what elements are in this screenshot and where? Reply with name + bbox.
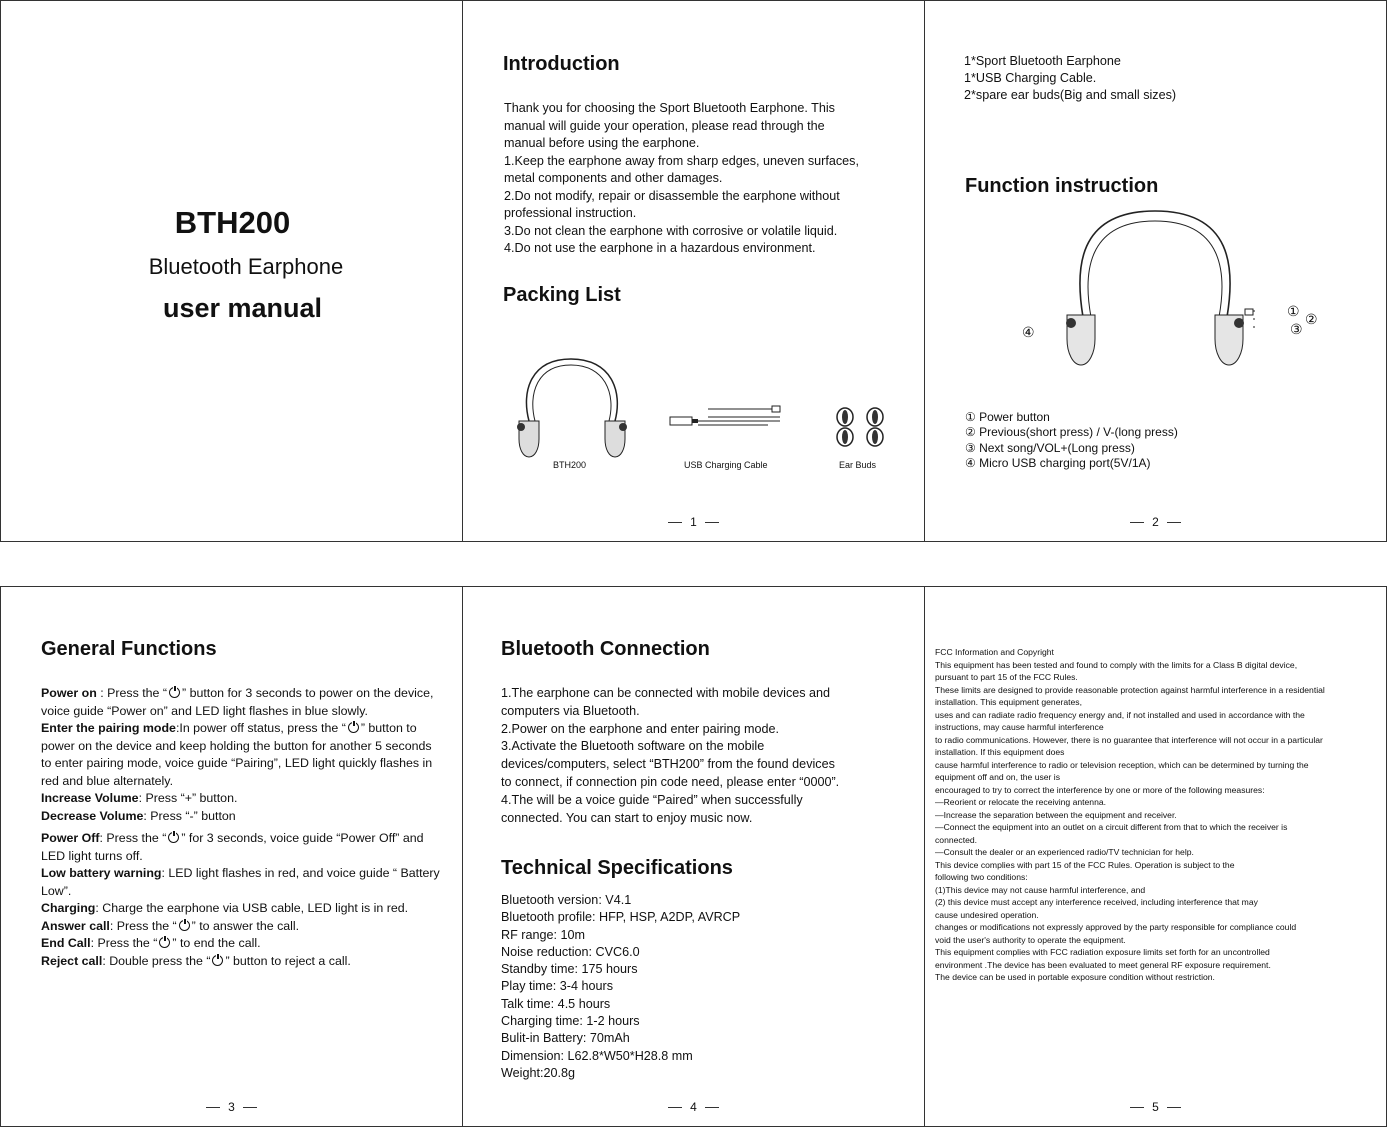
function-label: Decrease Volume [41,808,144,823]
function-label: Reject call [41,953,103,968]
bt-line: to connect, if connection pin code need, please enter “0000”. [501,774,840,789]
bt-line: 4.The will be a voice guide “Paired” when successfully [501,792,803,807]
power-icon [179,920,190,931]
function-heading: Function instruction [965,175,1159,197]
page-number-value: 3 [228,1100,235,1114]
function-text: ” to end the call. [172,936,261,950]
power-icon [168,832,179,843]
function-item [41,900,441,918]
spec-line: Bluetooth version: V4.1 [501,893,632,907]
function-text: : Press “-” button [143,808,236,823]
page-number [463,515,924,529]
general-functions-heading: General Functions [41,638,217,660]
fcc-line: pursuant to part 15 of the FCC Rules. [935,672,1078,682]
callout-3: ③ [1290,321,1303,337]
ear-buds-illustration [835,406,887,448]
function-text: : Press the “ [99,831,167,845]
function-text: : Press the “ [90,936,158,950]
function-item [41,720,441,790]
page-number-value: 2 [1152,515,1159,529]
function-text: : Press the “ [96,686,168,700]
function-text: : Press the “ [109,918,177,933]
fcc-line: uses and can radiate radio frequency energy and, if not installed and used in accordance with the [935,709,1305,720]
bt-line: 1.The earphone can be connected with mobile devices and [501,686,831,700]
legend-item: ④ Micro USB charging port(5V/1A) [965,456,1151,471]
bluetooth-heading: Bluetooth Connection [501,638,710,660]
fcc-line: This equipment complies with FCC radiation exposure limits set forth for an uncontrolled [935,947,1270,957]
page-number-value: 1 [690,515,697,529]
fcc-statement [935,646,1387,984]
function-text: : Press “+” button. [138,791,238,805]
function-item [41,953,441,971]
function-item [41,808,441,826]
intro-line: Thank you for choosing the Sport Bluetooth Earphone. This [504,101,835,115]
function-text: :In power off status, press the “ [175,721,346,735]
function-label: Enter the pairing mode [41,721,176,735]
bt-line: computers via Bluetooth. [501,703,640,718]
fcc-line: —Connect the equipment into an outlet on a circuit different from that to which the receiver is [935,822,1288,832]
spec-line: Dimension: L62.8*W50*H28.8 mm [501,1048,693,1063]
page-number-value: 4 [690,1100,697,1114]
legend-item: ② Previous(short press) / V-(long press) [965,425,1178,440]
intro-line: 4.Do not use the earphone in a hazardous environment. [504,241,816,255]
bt-line: 2.Power on the earphone and enter pairing mode. [501,721,779,736]
model-title: BTH200 [174,205,291,240]
page-number-value: 5 [1152,1100,1159,1114]
function-text: : LED light flashes in red, and voice guide “ Battery Low”. [41,866,440,898]
spec-line: Weight:20.8g [501,1065,575,1080]
intro-heading: Introduction [503,53,620,75]
fcc-line: —Increase the separation between the equipment and receiver. [935,809,1177,820]
spec-line: Charging time: 1-2 hours [501,1014,640,1029]
fcc-line: FCC Information and Copyright [935,647,1054,657]
spec-line: Play time: 3-4 hours [501,979,613,994]
spec-line: Bulit-in Battery: 70mAh [501,1031,630,1046]
fcc-line: encouraged to try to correct the interference by one or more of the following measures: [935,784,1265,795]
fcc-line: environment .The device has been evaluated to meet general RF exposure requirement. [935,959,1271,970]
intro-line: professional instruction. [504,206,637,220]
power-icon [212,955,223,966]
function-item [41,830,441,865]
function-text: : Double press the “ [102,953,211,968]
function-text: ” button for 3 seconds to power on the device, voice guide “Power on” and LED light flashes in blue slowly. [41,686,434,718]
function-text: ” button to reject a call. [225,953,351,968]
fcc-line: cause undesired operation. [935,909,1039,920]
fcc-line: (1)This device may not cause harmful interference, and [935,884,1146,895]
fcc-line: This device complies with part 15 of the FCC Rules. Operation is subject to the [935,859,1235,870]
bt-line: devices/computers, select “BTH200” from the found devices [501,757,835,772]
page-number [925,1100,1386,1114]
page-number [1,1100,462,1114]
fcc-line: instructions, may cause harmful interference [935,722,1104,732]
function-diagram [1055,199,1255,374]
caption-bth200: BTH200 [553,460,587,470]
intro-line: 1.Keep the earphone away from sharp edges, uneven surfaces, [504,153,859,168]
function-legend [965,410,1178,472]
page-number [925,515,1386,529]
function-text: ” for 3 seconds, voice guide “Power Off” and LED light turns off. [41,831,424,863]
power-icon [348,722,359,733]
caption-ear-buds: Ear Buds [839,460,877,470]
fcc-line: equipment off and on, the user is [935,772,1061,782]
function-label: Charging [41,901,96,915]
function-text: ” button to power on the device and keep holding the button for another 5 seconds to enter pairing mode, voice guide “Pairing”, LED light quickly flashes in red and blue alternately. [41,721,433,788]
intro-line: manual will guide your operation, please read through the [504,118,825,133]
fcc-line: —Consult the dealer or an experienced radio/TV technician for help. [935,847,1194,857]
product-subtitle: Bluetooth Earphone [148,254,344,279]
fcc-line: installation. This equipment generates, [935,697,1082,707]
power-icon [159,937,170,948]
intro-line: 3.Do not clean the earphone with corrosive or volatile liquid. [504,223,838,238]
usb-cable-illustration [668,403,788,433]
page-number [463,1100,924,1114]
callout-4: ④ [1022,324,1035,340]
fcc-line: installation. If this equipment does [935,747,1065,757]
fcc-line: (2) this device must accept any interference received, including interference that may [935,897,1258,907]
spec-line: Talk time: 4.5 hours [501,996,611,1011]
page-2 [924,0,1387,542]
bt-line: connected. You can start to enjoy music now. [501,810,753,825]
fcc-line: cause harmful interference to radio or television reception, which can be determined by turning the [935,759,1309,770]
spec-line: Noise reduction: CVC6.0 [501,944,640,959]
bt-line: 3.Activate the Bluetooth software on the mobile [501,739,765,754]
content-line: 2*spare ear buds(Big and small sizes) [964,88,1177,102]
content-line: 1*Sport Bluetooth Earphone [964,54,1121,68]
intro-line: manual before using the earphone. [504,136,700,150]
page-5 [924,586,1387,1127]
function-label: Power Off [41,831,100,845]
package-contents [964,53,1176,104]
function-item [41,918,441,936]
page-3 [0,586,463,1127]
spec-line: RF range: 10m [501,927,585,942]
function-item [41,935,441,953]
general-functions-list [41,685,441,970]
specs-list [501,892,740,1082]
function-item [41,790,441,808]
intro-line: 2.Do not modify, repair or disassemble the earphone without [504,188,840,203]
spec-line: Bluetooth profile: HFP, HSP, A2DP, AVRCP [501,910,741,925]
page-4 [462,586,925,1127]
function-text: ” to answer the call. [191,918,300,933]
function-label: Answer call [41,918,110,933]
function-text: : Charge the earphone via USB cable, LED light is in red. [95,901,409,915]
fcc-line: The device can be used in portable exposure condition without restriction. [935,972,1215,982]
function-label: Increase Volume [41,791,139,805]
function-item [41,865,441,900]
spec-line: Standby time: 175 hours [501,962,638,977]
power-icon [169,687,180,698]
fcc-line: changes or modifications not expressly approved by the party responsible for compliance could [935,922,1297,932]
content-line: 1*USB Charging Cable. [964,71,1097,85]
legend-item: ③ Next song/VOL+(Long press) [965,440,1135,455]
fcc-line: These limits are designed to provide reasonable protection against harmful interference in a residential [935,684,1325,695]
intro-text [504,100,914,258]
specs-heading: Technical Specifications [501,857,733,879]
intro-line: metal components and other damages. [504,171,723,185]
function-label: Power on [41,686,97,700]
earphone-illustration [511,351,633,463]
packing-heading: Packing List [503,284,621,306]
fcc-line: This equipment has been tested and found to comply with the limits for a Class B digital device, [935,659,1298,670]
fcc-line: void the user's authority to operate the equipment. [935,934,1126,945]
cover-page [0,0,463,542]
function-label: End Call [41,936,91,950]
bluetooth-steps [501,685,839,827]
fcc-line: connected. [935,834,978,845]
page-1 [462,0,925,542]
function-item [41,685,441,720]
callout-1: ① [1287,303,1300,319]
callout-2: ② [1305,311,1318,327]
function-label: Low battery warning [41,866,162,880]
manual-title: user manual [162,293,323,323]
legend-item: ① Power button [965,410,1050,424]
fcc-line: following two conditions: [935,872,1028,882]
caption-usb-cable: USB Charging Cable [684,460,768,470]
fcc-line: —Reorient or relocate the receiving antenna. [935,797,1107,807]
fcc-line: to radio communications. However, there is no guarantee that interference will not occur in a particular [935,734,1323,745]
